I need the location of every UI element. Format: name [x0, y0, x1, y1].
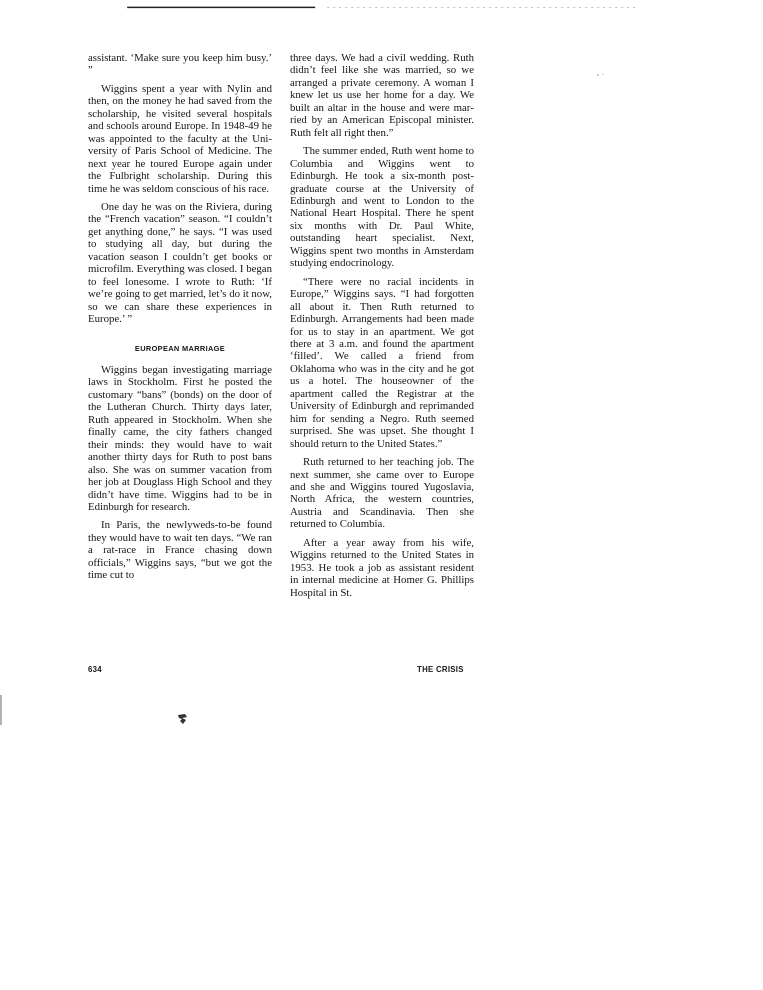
scan-smudge-mark	[176, 712, 190, 726]
running-footer: THE CRISIS	[417, 665, 464, 674]
paragraph: assistant. ‘Make sure you keep him busy.’ ”	[88, 52, 272, 77]
paragraph: Wiggins spent a year with Nylin and then, on the money he had saved from the scholarship, he visited several hospitals and schools around Europe. In 1948-49 he was appointed to the faculty at the University of Paris School of Medicine. The next year he toured Europe again under the Fulbright scholarship. During this time he was seldom conscious of his race.	[88, 82, 272, 195]
paragraph: Wiggins began investigating marriage laws in Stockholm. First he posted the customary “bans” (bonds) on the door of the Lutheran Church. Thirty days later, Ruth appeared in Stockholm. When she finally came, the city fathers changed their minds: they would have to wait another thirty days for Ruth to post bans also. She was on summer vacation from her job at Douglass High School and they didn’t have time. Wiggins had to be in Edinburgh for research.	[88, 363, 272, 513]
paragraph: After a year away from his wife, Wiggins returned to the United States in 1953. He took a job as assistant resident in internal medicine at Homer G. Phillips Hospital in St.	[290, 536, 474, 599]
paragraph: Ruth returned to her teaching job. The next summer, she came over to Europe and she and Wiggins toured Yugoslavia, North Africa, the western countries, Austria and Scandinavia. Then she returned to Columbia.	[290, 456, 474, 531]
paragraph: In Paris, the newlyweds-to-be found they would have to wait ten days. “We ran a rat-race in France chasing down officials,” Wiggins says, “but we got the time cut to	[88, 519, 272, 582]
paragraph: “There were no racial incidents in Europe,” Wiggins says. “I had forgotten all about it. Then Ruth returned to Edinburgh. Arrangements had been made for us to stay in an apartment. We got there at 3 a.m. and found the apartment ‘filled’. We called a friend from Oklahoma who was in the city and he got us a hotel. The houseowner of the apartment called the Registrar at the University of Edinburgh and reprimanded him for sending a Negro. Ruth seemed surprised. She was upset. She thought I should return to the United States.”	[290, 275, 474, 450]
page-number: 634	[88, 665, 102, 674]
paragraph: three days. We had a civil wedding. Ruth didn’t feel like she was married, so we arranged a private ceremony. A woman I knew let us use her home for a day. We built an altar in the house and were married by an American Episcopal minister. Ruth felt all right then.”	[290, 52, 474, 139]
paragraph: One day he was on the Riviera, during the “French vacation” season. “I couldn’t get anything done,” he says. “I was used to studying all day, but during the vacation season I couldn’t get books or microfilm. Everything was closed. I began to feel lonesome. I wrote to Ruth: ‘If we’re going to get married, let’s do it now, so we can share these experiences in Europe.’ ”	[88, 200, 273, 326]
paragraph: The summer ended, Ruth went home to Columbia and Wiggins went to Edinburgh. He took a six-month post-graduate course at the University of Edinburgh and went to London to the National Heart Hospital. There he spent six months with Dr. Paul White, outstanding heart specialist. Next, Wiggins spent two months in Amsterdam studying endocrinology.	[290, 145, 474, 270]
section-subhead: EUROPEAN MARRIAGE	[134, 343, 226, 353]
scan-edge-rule	[0, 6, 763, 10]
scan-dust-dots	[596, 72, 606, 78]
scan-margin-tick	[0, 695, 4, 725]
article-column-left	[88, 52, 272, 588]
article-column-right	[290, 52, 474, 605]
